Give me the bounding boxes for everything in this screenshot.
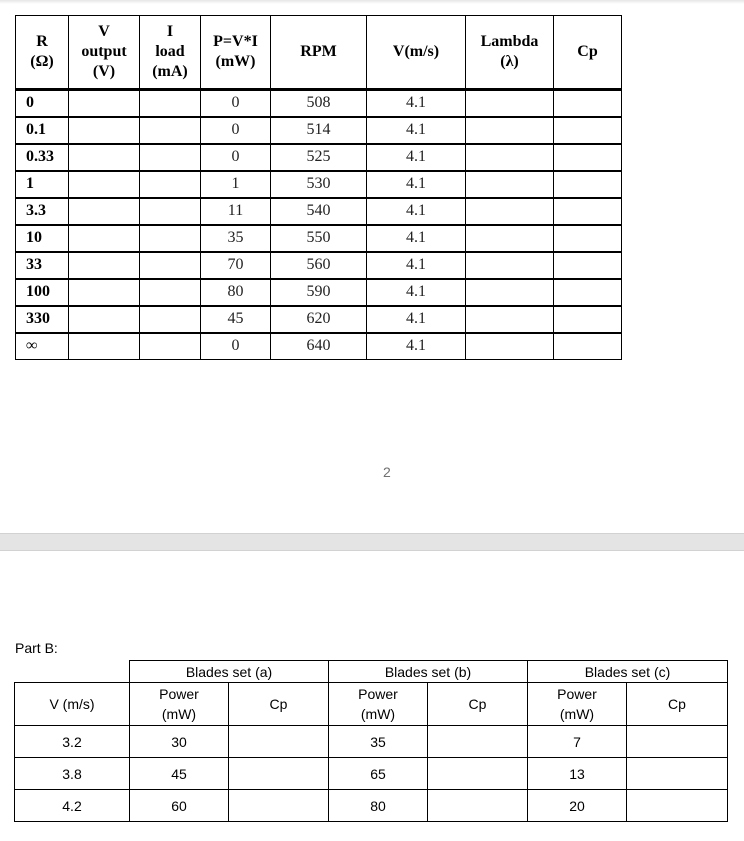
cell-lambda [466,90,554,117]
page-edge-shadow [0,0,744,4]
cell-lambda [466,144,554,171]
cell-i-load [140,117,201,144]
cell-power-a: 45 [130,758,229,790]
cell-i-load [140,144,201,171]
header-cp-a: Cp [229,683,329,726]
cell-r: 0 [16,90,69,117]
cell-rpm: 640 [271,333,367,360]
cell-rpm: 550 [271,225,367,252]
header-power-b: Power (mW) [329,683,428,726]
cell-power-b: 65 [329,758,428,790]
table-row [16,279,622,306]
cell-cp [554,306,622,333]
cell-i-load [140,171,201,198]
cell-rpm: 525 [271,144,367,171]
table-row [16,198,622,225]
cell-wind-speed: 4.1 [367,333,466,360]
cell-r: ∞ [16,333,69,360]
cell-cp [554,198,622,225]
cell-rpm: 530 [271,171,367,198]
cell-cp [554,144,622,171]
cell-r: 0.33 [16,144,69,171]
blades-power-table [14,660,728,822]
cell-cp-a [229,790,329,822]
column-header-row [15,683,728,726]
cell-wind-speed: 4.1 [367,279,466,306]
header-v-output: V output (V) [69,16,140,90]
cell-v-ms: 3.2 [15,726,130,758]
table-row [16,306,622,333]
cell-power: 0 [201,117,271,144]
page-separator [0,533,744,551]
header-cp-c: Cp [627,683,728,726]
cell-power-c: 20 [528,790,627,822]
cell-lambda [466,117,554,144]
cell-i-load [140,279,201,306]
table-row [15,726,728,758]
cell-cp-b [428,726,528,758]
cell-lambda [466,198,554,225]
cell-i-load [140,198,201,225]
cell-rpm: 540 [271,198,367,225]
cell-power: 45 [201,306,271,333]
cell-v-ms: 4.2 [15,790,130,822]
cell-cp-c [627,758,728,790]
table-row [15,790,728,822]
header-r: R (Ω) [16,16,69,90]
cell-v-output [69,198,140,225]
cell-wind-speed: 4.1 [367,306,466,333]
cell-wind-speed: 4.1 [367,225,466,252]
group-header-row [15,661,728,683]
cell-lambda [466,279,554,306]
cell-power: 0 [201,333,271,360]
cell-cp [554,225,622,252]
cell-rpm: 620 [271,306,367,333]
header-wind-speed: V(m/s) [367,16,466,90]
cell-r: 100 [16,279,69,306]
cell-r: 1 [16,171,69,198]
table-header-row [16,16,622,90]
cell-cp-c [627,790,728,822]
empty-corner-cell [15,661,130,683]
cell-wind-speed: 4.1 [367,144,466,171]
cell-r: 10 [16,225,69,252]
cell-v-output [69,279,140,306]
cell-r: 330 [16,306,69,333]
cell-cp-b [428,758,528,790]
cell-rpm: 560 [271,252,367,279]
table-row [16,171,622,198]
cell-i-load [140,90,201,117]
table-row [16,252,622,279]
group-header-a: Blades set (a) [130,661,329,683]
document-page-2 [0,551,744,841]
cell-lambda [466,333,554,360]
header-cp-b: Cp [428,683,528,726]
cell-power: 35 [201,225,271,252]
table-row [16,225,622,252]
cell-cp [554,252,622,279]
page-number: 2 [383,464,391,480]
cell-lambda [466,306,554,333]
cell-r: 0.1 [16,117,69,144]
cell-cp-a [229,726,329,758]
cell-v-output [69,117,140,144]
cell-power: 70 [201,252,271,279]
cell-power-c: 13 [528,758,627,790]
cell-cp [554,333,622,360]
resistance-measurement-table [15,15,622,360]
cell-power: 1 [201,171,271,198]
cell-wind-speed: 4.1 [367,117,466,144]
cell-power: 80 [201,279,271,306]
cell-lambda [466,171,554,198]
cell-r: 33 [16,252,69,279]
cell-cp [554,279,622,306]
cell-rpm: 514 [271,117,367,144]
cell-power: 0 [201,144,271,171]
cell-power-a: 60 [130,790,229,822]
cell-wind-speed: 4.1 [367,198,466,225]
header-lambda: Lambda (λ) [466,16,554,90]
group-header-b: Blades set (b) [329,661,528,683]
cell-wind-speed: 4.1 [367,252,466,279]
cell-power-b: 80 [329,790,428,822]
cell-cp-b [428,790,528,822]
header-power: P=V*I (mW) [201,16,271,90]
cell-cp [554,117,622,144]
cell-lambda [466,252,554,279]
cell-power-a: 30 [130,726,229,758]
cell-v-output [69,171,140,198]
header-i-load: I load (mA) [140,16,201,90]
cell-r: 3.3 [16,198,69,225]
cell-cp [554,171,622,198]
cell-v-output [69,252,140,279]
cell-wind-speed: 4.1 [367,90,466,117]
part-b-label: Part B: [15,640,58,656]
cell-i-load [140,252,201,279]
cell-i-load [140,306,201,333]
cell-power-b: 35 [329,726,428,758]
header-power-a: Power (mW) [130,683,229,726]
cell-i-load [140,225,201,252]
cell-v-ms: 3.8 [15,758,130,790]
cell-v-output [69,333,140,360]
cell-power: 0 [201,90,271,117]
cell-v-output [69,144,140,171]
cell-cp-c [627,726,728,758]
cell-v-output [69,225,140,252]
table-row [16,144,622,171]
cell-cp-a [229,758,329,790]
cell-lambda [466,225,554,252]
cell-v-output [69,90,140,117]
cell-cp [554,90,622,117]
cell-i-load [140,333,201,360]
cell-rpm: 590 [271,279,367,306]
header-cp: Cp [554,16,622,90]
header-power-c: Power (mW) [528,683,627,726]
table-row [16,90,622,117]
cell-v-output [69,306,140,333]
cell-power-c: 7 [528,726,627,758]
cell-rpm: 508 [271,90,367,117]
table-row [15,758,728,790]
header-rpm: RPM [271,16,367,90]
table-row [16,333,622,360]
table-row [16,117,622,144]
header-v-ms: V (m/s) [15,683,130,726]
cell-power: 11 [201,198,271,225]
group-header-c: Blades set (c) [528,661,728,683]
cell-wind-speed: 4.1 [367,171,466,198]
